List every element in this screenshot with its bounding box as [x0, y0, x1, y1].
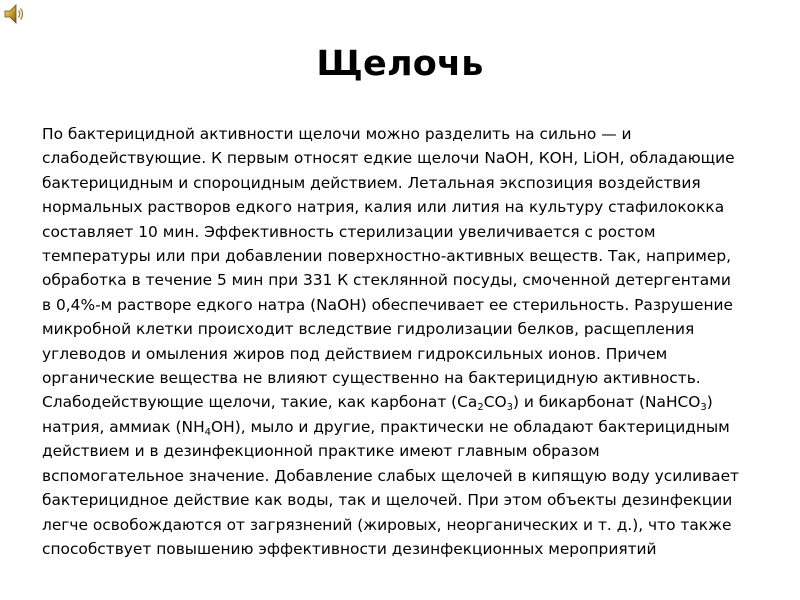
text-run: OH), мыло и другие, практически не обладают бактерицидным [211, 417, 730, 436]
text-run: составляет 10 мин. Эффективность стерилизации увеличивается с ростом [42, 222, 656, 241]
body-line [42, 317, 782, 341]
subscript: 3 [700, 402, 707, 414]
text-run: температуры или при добавлении поверхностно-активных веществ. Так, например, [42, 247, 732, 266]
text-run: бактерицидным и споpоцидным действием. Летальная экспозиция воздействия [42, 173, 701, 192]
body-line [42, 342, 782, 366]
text-run: слабодействующие. К первым относят едкие щелочи NaOH, КОН, LiOH, обладающие [42, 149, 735, 168]
body-line [42, 488, 782, 512]
text-run: микробной клетки происходит вследствие гидролизации белков, расщепления [42, 320, 695, 339]
body-line [42, 439, 782, 463]
body-text [42, 122, 782, 561]
body-line [42, 390, 782, 414]
body-line [42, 122, 782, 146]
speaker-icon[interactable] [2, 2, 26, 26]
text-run: обработка в течение 5 мин при 331 К стеклянной посуды, смоченной детергентами [42, 271, 731, 290]
text-run: Слабодействующие щелочи, такие, как карбонат (Са [42, 393, 478, 412]
text-run: нормальных растворов едкого натрия, калия или лития на культуру стафилококка [42, 198, 725, 217]
body-line [42, 464, 782, 488]
body-line [42, 293, 782, 317]
text-run: углеводов и омыления жиров под действием гидроксильных ионов. Причем [42, 344, 668, 363]
subscript: 2 [477, 402, 484, 414]
subscript: 4 [204, 426, 212, 438]
body-line [42, 244, 782, 268]
body-line [42, 195, 782, 219]
text-run: бактерицидное действие как воды, так и щелочей. При этом объекты дезинфекции [42, 491, 733, 510]
text-run: натрия, аммиак (NH [42, 417, 205, 436]
text-run: в 0,4%-м растворе едкого натра (NaOH) обеспечивает ее стерильность. Разрушение [42, 295, 733, 314]
subscript: 3 [506, 402, 513, 414]
text-run: ) [706, 393, 713, 412]
text-run: По бактерицидной активности щелочи можно разделить на сильно — и [42, 125, 632, 143]
body-line [42, 146, 782, 170]
text-run: способствует повышению эффективности дезинфекционных мероприятий [42, 539, 657, 558]
body-line [42, 537, 782, 561]
body-line [42, 268, 782, 292]
body-line [42, 220, 782, 244]
text-run: СО [483, 393, 507, 412]
text-run: действием и в дезинфекционной практике имеют главным образом [42, 442, 600, 461]
text-run: органические вещества не влияют существенно на бактерицидную активность. [42, 369, 701, 388]
text-run: ) и бикарбонат (NaHCO [512, 393, 701, 412]
slide-title: Щелочь [316, 44, 484, 84]
text-run: легче освобождаются от загрязнений (жировых, неорганических и т. д.), что также [42, 515, 732, 534]
body-line [42, 366, 782, 390]
body-line [42, 171, 782, 195]
body-line [42, 415, 782, 439]
body-line [42, 513, 782, 537]
text-run: вспомогательное значение. Добавление слабых щелочей в кипящую воду усиливает [42, 466, 740, 485]
